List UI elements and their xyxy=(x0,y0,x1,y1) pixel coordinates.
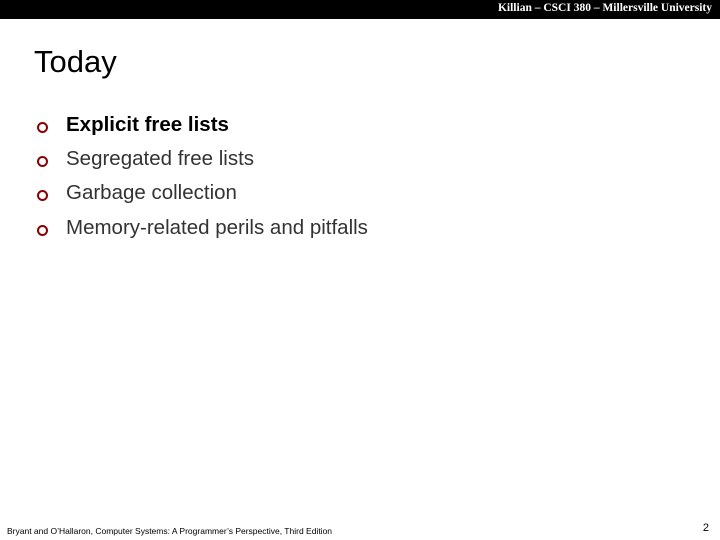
bullet-label: Garbage collection xyxy=(66,181,237,204)
header-bar xyxy=(0,0,720,19)
bullet-label: Segregated free lists xyxy=(66,147,255,170)
page-number: 2 xyxy=(702,522,709,534)
bullet-label: Explicit free lists xyxy=(66,113,229,136)
hollow-circle-icon xyxy=(37,156,48,167)
hollow-circle-icon xyxy=(37,190,48,201)
hollow-circle-icon xyxy=(37,122,48,133)
bullet-label: Memory-related perils and pitfalls xyxy=(66,216,368,239)
course-header: Killian – CSCI 380 – Millersville University xyxy=(497,2,712,14)
slide-title: Today xyxy=(34,44,117,79)
hollow-circle-icon xyxy=(37,225,48,236)
footer-citation: Bryant and O’Hallaron, Computer Systems: A Programmer’s Perspective, Third Edition xyxy=(7,526,333,536)
